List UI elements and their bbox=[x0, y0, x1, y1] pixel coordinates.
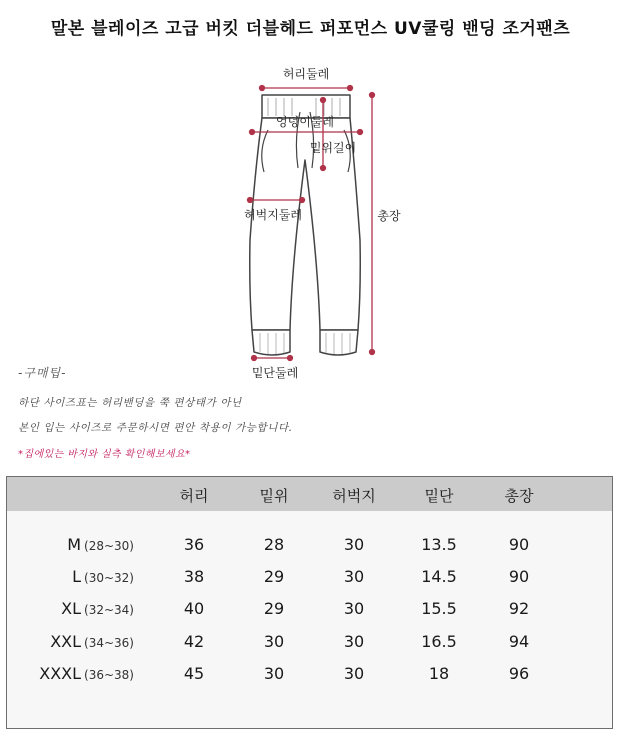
size-range: (30~32) bbox=[84, 571, 134, 585]
cell-rise: 29 bbox=[263, 567, 285, 586]
label-thigh: 허벅지둘레 bbox=[244, 208, 302, 222]
tips-line-2: 본인 입는 사이즈로 주문하시면 편안 착용이 가능합니다. bbox=[18, 422, 293, 434]
tips-line-1: 하단 사이즈표는 허리밴딩을 쭉 편상태가 아닌 bbox=[18, 397, 242, 409]
cell-thigh: 30 bbox=[343, 664, 365, 683]
header-thigh: 허벅지 bbox=[332, 487, 376, 505]
cell-hem: 16.5 bbox=[421, 632, 457, 651]
cell-waist: 45 bbox=[183, 664, 205, 683]
table-row bbox=[7, 535, 612, 561]
table-row bbox=[7, 664, 612, 690]
cell-length: 96 bbox=[508, 664, 530, 683]
label-hem: 밑단둘레 bbox=[251, 366, 299, 380]
cell-rise: 29 bbox=[263, 599, 285, 618]
header-hem: 밑단 bbox=[424, 487, 454, 505]
size-range: (34~36) bbox=[84, 636, 134, 650]
size-label bbox=[72, 567, 134, 586]
size-name: XXXL bbox=[39, 664, 82, 683]
header-rise: 밑위 bbox=[259, 487, 289, 505]
cell-length: 94 bbox=[508, 632, 530, 651]
cell-waist: 36 bbox=[183, 535, 205, 554]
size-label bbox=[39, 664, 134, 683]
cell-hem: 14.5 bbox=[421, 567, 457, 586]
cell-rise: 28 bbox=[263, 535, 285, 554]
size-table bbox=[6, 476, 613, 729]
size-label bbox=[61, 599, 134, 618]
size-label bbox=[67, 535, 134, 554]
table-row bbox=[7, 567, 612, 593]
header-waist: 허리 bbox=[179, 487, 209, 505]
label-rise: 밑위길이 bbox=[309, 141, 357, 155]
size-label bbox=[50, 632, 134, 651]
cell-waist: 40 bbox=[183, 599, 205, 618]
cell-thigh: 30 bbox=[343, 567, 365, 586]
cell-waist: 38 bbox=[183, 567, 205, 586]
size-name: L bbox=[72, 567, 82, 586]
tips-warning: *집에있는 바지와 실측 확인해보세요* bbox=[18, 449, 191, 460]
label-hip: 엉덩이둘레 bbox=[276, 115, 334, 129]
cell-thigh: 30 bbox=[343, 599, 365, 618]
cell-length: 90 bbox=[508, 567, 530, 586]
cell-thigh: 30 bbox=[343, 632, 365, 651]
size-name: XXL bbox=[50, 632, 82, 651]
cell-rise: 30 bbox=[263, 632, 285, 651]
label-waist: 허리둘레 bbox=[282, 67, 330, 81]
table-row bbox=[7, 632, 612, 658]
size-name: M bbox=[67, 535, 82, 554]
size-range: (36~38) bbox=[84, 668, 134, 682]
cell-thigh: 30 bbox=[343, 535, 365, 554]
header-length: 총장 bbox=[504, 487, 534, 505]
label-length: 총장 bbox=[377, 209, 401, 223]
cell-hem: 13.5 bbox=[421, 535, 457, 554]
size-range: (28~30) bbox=[84, 539, 134, 553]
cell-length: 92 bbox=[508, 599, 530, 618]
cell-rise: 30 bbox=[263, 664, 285, 683]
table-row bbox=[7, 599, 612, 625]
product-title: 말본 블레이즈 고급 버킷 더블헤드 퍼포먼스 UV쿨링 밴딩 조거팬츠 bbox=[50, 19, 571, 39]
purchase-tips bbox=[18, 364, 608, 460]
table-header bbox=[7, 477, 612, 511]
cell-hem: 15.5 bbox=[421, 599, 457, 618]
size-range: (32~34) bbox=[84, 603, 134, 617]
cell-length: 90 bbox=[508, 535, 530, 554]
size-name: XL bbox=[61, 599, 82, 618]
tips-title: -구매팁- bbox=[18, 366, 67, 380]
cell-waist: 42 bbox=[183, 632, 205, 651]
cell-hem: 18 bbox=[428, 664, 450, 683]
